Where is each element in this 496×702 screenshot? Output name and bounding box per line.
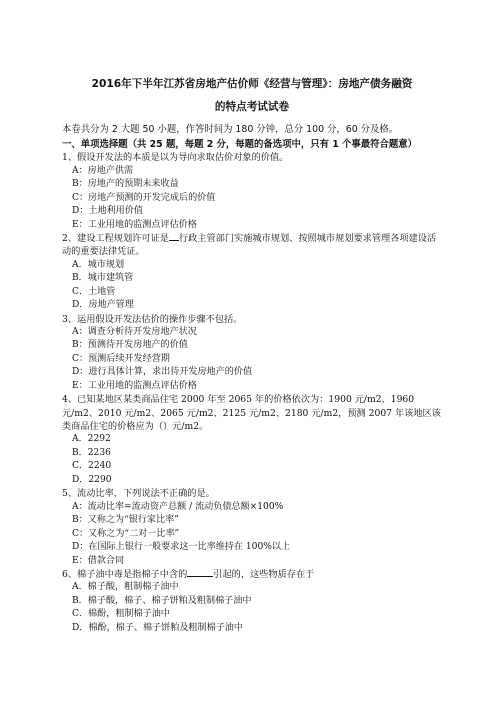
option: D．2290 xyxy=(72,474,112,485)
option: C：又称之为“二对一比率” xyxy=(72,528,180,539)
option: D．房地产管理 xyxy=(72,300,134,311)
option: C．2240 xyxy=(72,461,112,472)
option: B．2236 xyxy=(72,447,111,458)
option: B：又称之为“银行家比率” xyxy=(72,515,179,526)
option: B：预测待开发房地产的价值 xyxy=(72,340,188,351)
option: E：借款合同 xyxy=(72,555,125,566)
exam-intro: 本卷共分为 2 大题 50 小题，作答时间为 180 分钟，总分 100 分，60 分及格。 xyxy=(62,124,399,135)
option: B．城市建筑管 xyxy=(72,273,134,284)
option: A．城市规划 xyxy=(72,259,125,270)
question-2 xyxy=(62,232,442,259)
option: E：工业用地的监测点评估价格 xyxy=(72,219,197,230)
option: B．棉子酸，棉子、棉子饼粕及粗制棉子油中 xyxy=(72,595,252,606)
option: D：土地利用价值 xyxy=(72,206,143,217)
question-1: 1、假设开发法的本质是以为导向求取估价对象的价值。 xyxy=(62,152,289,164)
question-text: 引起的，这些物质存在于 xyxy=(213,569,315,581)
option: A：调查分析待开发房地产状况 xyxy=(72,326,197,337)
question-text: 行政主管部门实施城市规划、按照城市规划要求管理各项建设活动的重要法律凭证。 xyxy=(62,233,437,258)
option: A．棉子酸，粗制棉子油中 xyxy=(72,582,179,593)
option: D．棉酚，棉子、棉子饼粕及粗制棉子油中 xyxy=(72,622,243,633)
option: A．2292 xyxy=(72,434,111,445)
option: C：房地产预测的开发完成后的价值 xyxy=(72,192,216,203)
answer-blank xyxy=(169,240,179,241)
answer-blank xyxy=(187,576,213,577)
question-text: 6、棉子油中毒是指棉子中含的 xyxy=(62,569,188,581)
option: E：工业用地的监测点评估价格 xyxy=(72,380,197,391)
question-4: 4、已知某地区某类商品住宅 2000 年至 2065 年的价格依次为：1900 元/m2、1960 元/m2、2010 元/m2、2065 元/m2、2125 元/m2、2180 元/m2，预测 2007 年该地区该类商品住宅的价格应为（）元/m2。 xyxy=(62,394,441,433)
document-title-line-1: 2016年下半年江苏省房地产估价师《经营与管理》：房地产债务融资 xyxy=(91,78,413,90)
section-heading: 一、单项选择题（共 25 题，每题 2 分，每题的备选项中，只有 1 个事最符合题意） xyxy=(62,138,418,150)
option: D：进行具体计算，求出待开发房地产的价值 xyxy=(72,367,253,378)
question-6 xyxy=(62,568,442,581)
option: C．土地管 xyxy=(72,286,116,297)
question-3: 3、运用假设开发法估价的操作步骤不包括。 xyxy=(62,313,243,325)
document-title-line-2: 的特点考试试卷 xyxy=(214,101,290,113)
option: B：房地产的预期未来收益 xyxy=(72,179,179,190)
option: A：房地产供需 xyxy=(72,165,134,176)
question-5: 5、流动比率，下列说法不正确的是。 xyxy=(62,488,215,500)
question-text: 2、建设工程规划许可证是 xyxy=(62,233,169,245)
option: A：流动比率=流动资产总额 / 流动负债总额×100% xyxy=(72,501,284,512)
document-page xyxy=(62,72,442,635)
option: C：预测后续开发经营期 xyxy=(72,353,170,364)
option: D：在国际上银行一般要求这一比率维持在 100%以上 xyxy=(72,542,291,553)
option: C．棉酚，粗制棉子油中 xyxy=(72,609,170,620)
